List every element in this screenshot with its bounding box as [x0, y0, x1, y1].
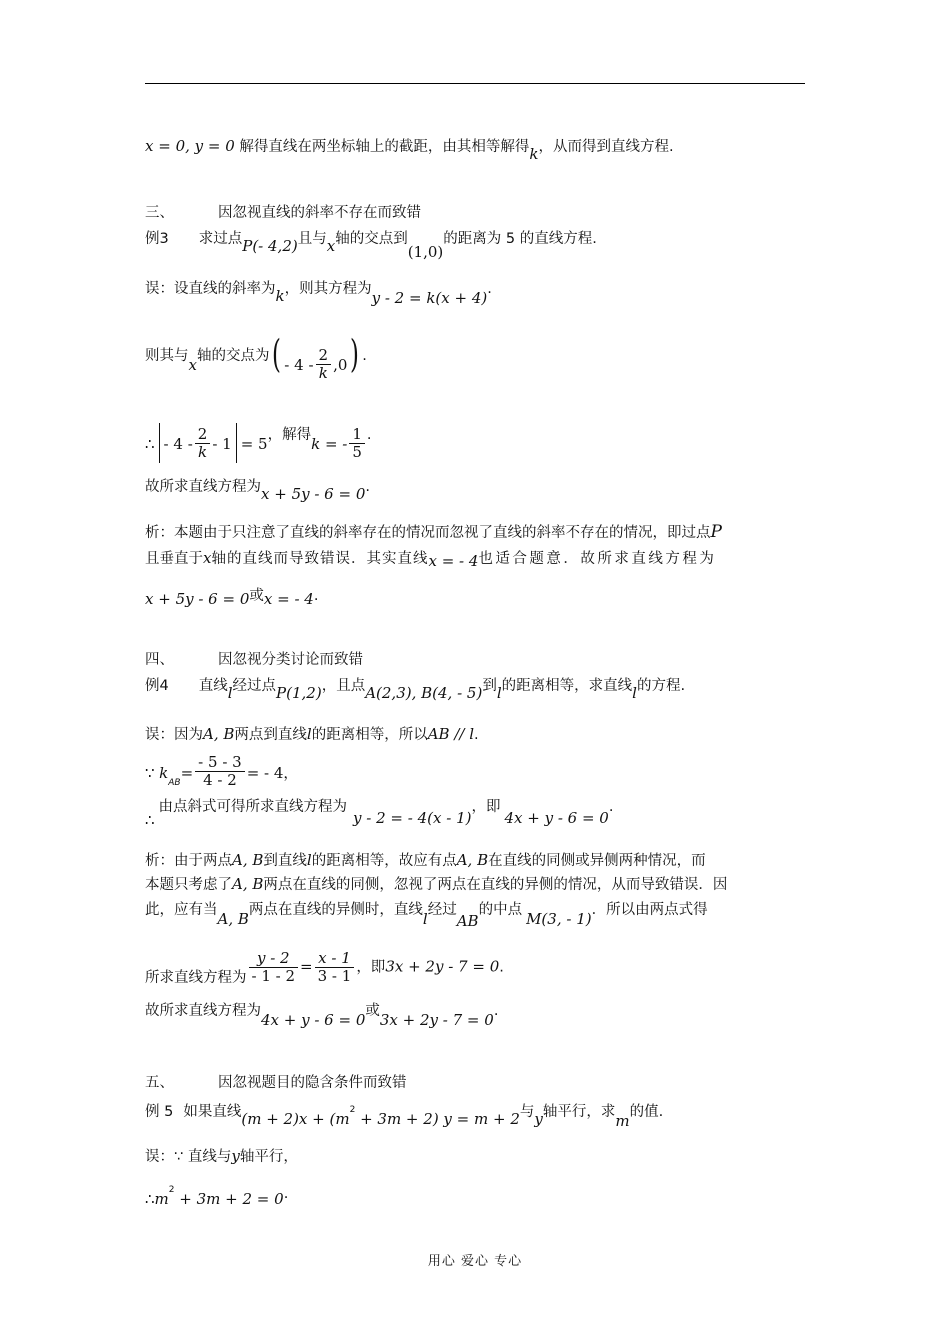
text: 的值. [629, 1103, 664, 1120]
math-text: - 1 [212, 435, 232, 453]
math-l: l [306, 851, 312, 869]
text: . [362, 348, 367, 364]
math-equation: + 3m + 2 = 0 [174, 1189, 284, 1208]
header-rule [145, 83, 805, 84]
math-parallel: AB // l [427, 725, 475, 743]
text: 也适合题意．故所求直线方程为 [478, 551, 717, 567]
text: 本题只考虑了 [145, 877, 232, 893]
math-text: = - 4 [246, 763, 284, 782]
analysis-4-line-2 [145, 874, 727, 895]
denominator: 5 [352, 442, 362, 461]
math-equation: y - 2 = k(x + 4) [371, 289, 488, 307]
math-text: k = - [311, 435, 348, 453]
text: 析：由于两点 [145, 853, 232, 869]
text: 则其与 [145, 348, 189, 364]
math-point-p: P(1,2) [276, 684, 322, 702]
example-label: 例4 [145, 678, 169, 694]
text: . [474, 727, 479, 743]
numerator: y - 2 [249, 950, 299, 968]
math-axes-zero: x = 0, y = 0 [145, 137, 235, 155]
section-title: 因忽视分类讨论而致错 [218, 652, 363, 668]
text: 且垂直于 [145, 551, 203, 567]
text: 误：设直线的斜率为 [145, 281, 276, 297]
text: 析：本题由于只注意了直线的斜率存在的情况而忽视了直线的斜率不存在的情况，即过点 [145, 525, 711, 541]
math-point-10: (1,0) [407, 243, 444, 261]
therefore-symbol: ∴ [145, 435, 155, 453]
math-x: x [188, 356, 197, 374]
text: . [487, 281, 492, 297]
section-5-heading [145, 1073, 407, 1093]
math-equation: 3x + 2y - 7 = 0 [379, 1011, 494, 1029]
text: ，解得 [267, 427, 312, 443]
math-k: k [529, 145, 539, 163]
text: 两点在直线的异侧时，直线 [248, 902, 423, 918]
analysis-4-line-1 [145, 850, 706, 871]
text: 由点斜式可得所求直线方程为 [158, 799, 348, 815]
math-k: k [159, 763, 169, 782]
numerator: 2 [195, 426, 211, 444]
math-x: x [203, 549, 212, 567]
text: 经过 [427, 902, 457, 918]
text: 轴的交点到 [335, 231, 408, 247]
math-equation: x + 5y - 6 = 0 [261, 485, 366, 503]
math-ab: A, B [203, 725, 235, 743]
because-symbol: ∵ [145, 763, 155, 782]
text: 故所求直线方程为 [145, 1003, 261, 1019]
math-equation: + 3m + 2) y = m + 2 [355, 1109, 520, 1128]
text: 误：因为 [145, 727, 203, 743]
denominator: - 1 - 2 [251, 967, 296, 985]
math-ab: A, B [217, 910, 249, 928]
text: 且与 [297, 231, 327, 247]
math-l: l [496, 684, 502, 702]
analysis-3-line-2 [145, 548, 716, 569]
text: . [499, 959, 504, 976]
text: 的距离为 5 的直线方程. [443, 231, 597, 247]
distance-equation-line [145, 415, 372, 461]
text: ， [283, 765, 298, 782]
math-k: k [275, 287, 285, 305]
math-text: ,0 [333, 356, 348, 374]
intro-text-end: ，从而得到直线方程. [538, 139, 674, 155]
subscript-ab: AB [168, 778, 181, 789]
math-l: l [227, 684, 233, 702]
math-equation: (m + 2)x + (m [241, 1109, 350, 1128]
analysis-3-line-3 [145, 585, 318, 606]
text: 与 [519, 1103, 535, 1120]
text: 求过点 [198, 231, 243, 247]
math-ab: A, B [456, 851, 489, 869]
intersection-line [145, 332, 367, 382]
example-4-statement [145, 675, 686, 702]
text: 此，应有当 [145, 902, 218, 918]
text: 或 [365, 1003, 380, 1019]
fraction-y [249, 950, 299, 985]
section-title: 因忽视题目的隐含条件而致错 [218, 1075, 407, 1091]
right-paren: ) [350, 332, 360, 376]
therefore-symbol: ∴ [145, 811, 155, 829]
text: ，即 [356, 959, 386, 976]
numerator: x - 1 [315, 950, 355, 968]
text: 故所求直线方程为 [145, 479, 261, 495]
abs-bar-left [159, 423, 160, 463]
fraction-2-over-k [316, 347, 332, 382]
math-x: x [326, 237, 336, 255]
math-point-p: P(- 4,2) [242, 237, 298, 255]
analysis-3-line-1 [145, 522, 722, 543]
denominator: k [318, 363, 328, 382]
error-5-line [145, 1146, 298, 1167]
numerator: - 5 - 3 [195, 754, 245, 772]
fraction-x [315, 950, 355, 985]
math-points-ab: A(2,3), B(4, - 5) [365, 684, 483, 702]
text: 轴的交点为 [196, 348, 270, 364]
intro-line [145, 136, 674, 163]
answer-3-line [145, 476, 370, 503]
math-text: - 4 - [163, 435, 193, 453]
text: . [608, 799, 614, 815]
math-equation: y - 2 = - 4(x - 1) [353, 809, 472, 827]
text: 到 [482, 678, 497, 694]
abs-bar-right [236, 423, 237, 463]
math-midpoint: M(3, - 1) [526, 910, 592, 928]
text: . [283, 1185, 289, 1202]
numerator: 2 [316, 347, 332, 365]
section-title: 因忽视直线的斜率不存在而致错 [218, 205, 421, 221]
math-equation: x = - 4 [428, 552, 479, 570]
text: . [365, 479, 370, 495]
section-number: 三、 [145, 205, 174, 221]
math-equation: 4x + y - 6 = 0 [504, 809, 609, 827]
math-y: y [231, 1147, 240, 1165]
section-3-heading [145, 203, 421, 223]
math-p: P [710, 522, 722, 542]
final-equation-line [145, 1180, 289, 1208]
text: ，则其方程为 [284, 281, 372, 297]
slope-line [145, 752, 298, 787]
denominator: 4 - 2 [203, 771, 237, 789]
math-ab: A, B [232, 875, 264, 893]
text: ，且点 [321, 678, 366, 694]
denominator: k [197, 442, 208, 461]
text: 轴的直线而导致错误．其实直线 [211, 551, 429, 567]
math-equation: x = - 4 [263, 590, 314, 608]
math-text: - 4 - [284, 356, 314, 374]
text: 轴平行， [239, 1149, 298, 1165]
answer-4-line [145, 1000, 499, 1029]
section-4-heading [145, 650, 363, 670]
example-label: 例3 [145, 231, 169, 247]
math-eq: = [300, 957, 313, 976]
math-m: m [154, 1189, 169, 1208]
section-number: 五、 [145, 1075, 174, 1091]
math-equation: 4x + y - 6 = 0 [261, 1011, 366, 1029]
text: 的距离相等，故应有点 [311, 853, 457, 869]
fraction-2-over-k [195, 426, 211, 461]
text: 或 [249, 588, 264, 604]
two-point-line [145, 950, 504, 985]
text: ，即 [471, 799, 501, 815]
text: 的方程. [636, 678, 686, 694]
page-footer: 用心 爱心 专心 [427, 1254, 523, 1269]
math-equation: x + 5y - 6 = 0 [145, 590, 250, 608]
text: . [493, 1003, 499, 1019]
math-l: l [306, 725, 312, 743]
text: 的中点 [478, 902, 523, 918]
text: 到直线 [263, 853, 307, 869]
text: 两点到直线 [234, 727, 307, 743]
superscript: 2 [349, 1105, 356, 1115]
denominator: 3 - 1 [317, 967, 352, 985]
intro-text: 解得直线在两坐标轴上的截距，由其相等解得 [239, 139, 530, 155]
math-l: l [422, 910, 428, 928]
math-eq: = [180, 763, 194, 782]
fraction-slope [195, 754, 245, 789]
math-equation: 3x + 2y - 7 = 0 [385, 957, 500, 976]
therefore-symbol: ∴ [145, 1189, 155, 1208]
text: ．所以由两点式得 [591, 902, 708, 918]
text: . [366, 427, 372, 443]
numerator: 1 [349, 426, 365, 444]
math-ab: AB [456, 912, 479, 930]
point-slope-line [145, 796, 614, 829]
text: 误：∵ 直线与 [145, 1149, 232, 1165]
text: 经过点 [232, 678, 277, 694]
text: 的距离相等，求直线 [501, 678, 633, 694]
math-l: l [632, 684, 637, 702]
left-paren: ( [272, 332, 282, 376]
example-5-statement [145, 1098, 664, 1130]
text: 在直线的同侧或异侧两种情况，而 [488, 853, 706, 869]
fraction-1-over-5 [349, 426, 365, 461]
text: 如果直线 [183, 1103, 242, 1120]
math-ab: A, B [232, 851, 264, 869]
math-text: = 5 [240, 435, 268, 453]
example-label: 例 5 [145, 1103, 174, 1120]
math-m: m [615, 1111, 630, 1130]
text: 所求直线方程为 [145, 969, 247, 986]
error-4-line [145, 724, 479, 745]
superscript: 2 [168, 1185, 175, 1195]
math-y: y [534, 1109, 543, 1128]
text: 轴平行，求 [542, 1103, 616, 1120]
analysis-4-line-3 [145, 899, 708, 930]
section-number: 四、 [145, 652, 174, 668]
example-3-statement [145, 228, 597, 261]
text: 两点在直线的同侧，忽视了两点在直线的异侧的情况，从而导致错误．因 [263, 877, 728, 893]
text: 直线 [198, 678, 228, 694]
text: 的距离相等，所以 [311, 727, 428, 743]
error-3-line [145, 278, 492, 307]
text: . [313, 588, 319, 604]
